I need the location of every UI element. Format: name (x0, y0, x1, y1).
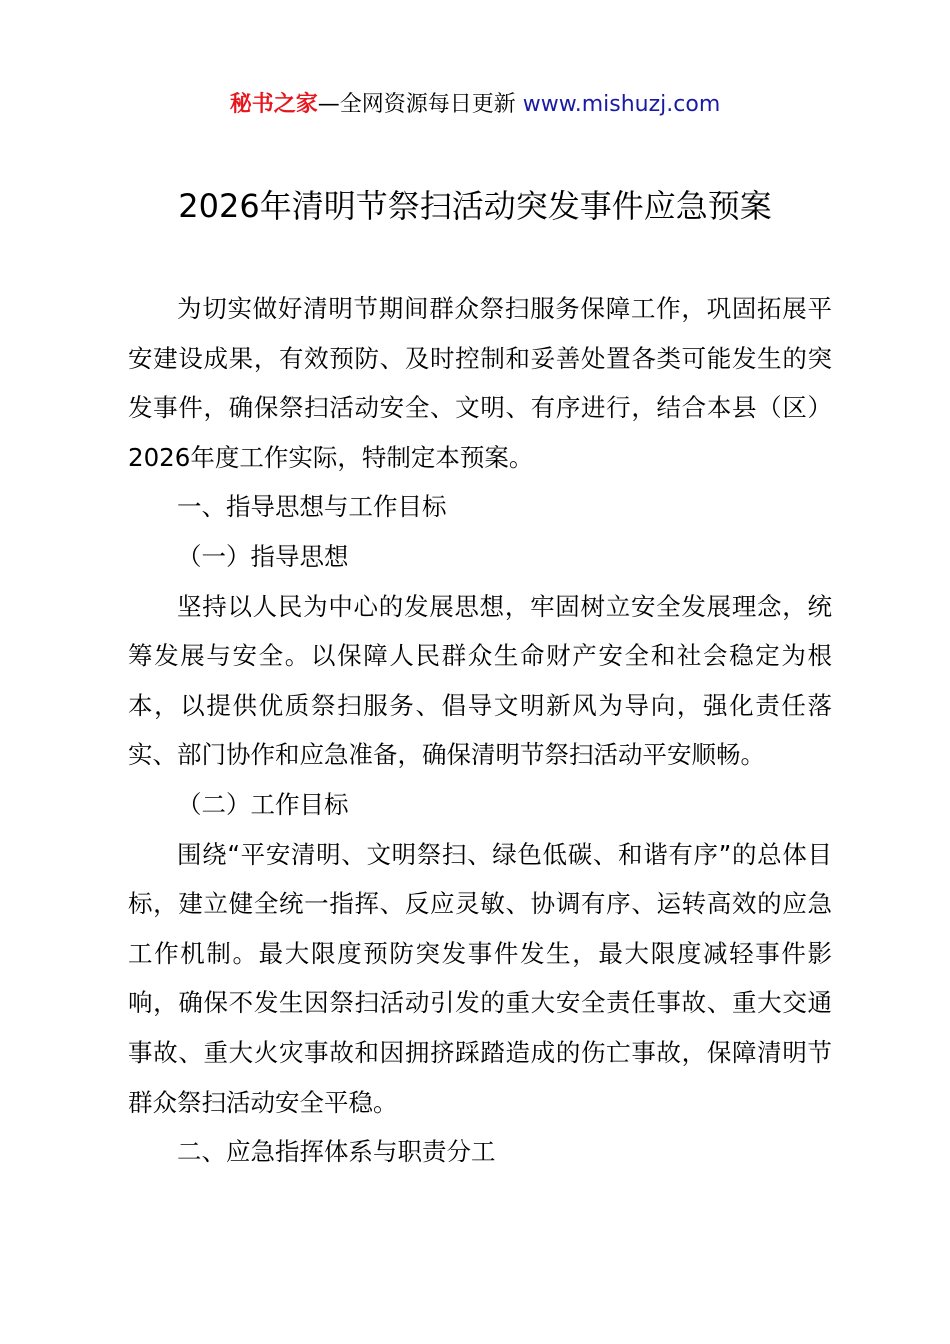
work-goals-paragraph: 围绕“平安清明、文明祭扫、绿色低碳、和谐有序”的总体目标，建立健全统一指挥、反应灵敏、协调有序、运转高效的应急工作机制。最大限度预防突发事件发生，最大限度减轻事件影响，确保不发生因祭扫活动引发的重大安全责任事故、重大交通事故、重大火灾事故和因拥挤踩踏造成的伤亡事故，保障清明节群众祭扫活动安全平稳。 (128, 839, 832, 1117)
guiding-ideology-paragraph: 坚持以人民为中心的发展思想，牢固树立安全发展理念，统筹发展与安全。以保障人民群众生命财产安全和社会稳定为根本，以提供优质祭扫服务、倡导文明新风为导向，强化责任落实、部门协作和应急准备，确保清明节祭扫活动平安顺畅。 (128, 591, 832, 770)
document-title: 2026年清明节祭扫活动突发事件应急预案 (178, 187, 772, 225)
subsection-heading-1-2: （二）工作目标 (177, 789, 349, 819)
site-brand: 秘书之家 (229, 92, 318, 117)
site-header (0, 88, 950, 122)
site-url-link[interactable]: www.mishuzj.com (522, 92, 721, 117)
section-heading-2: 二、应急指挥体系与职责分工 (177, 1137, 496, 1167)
site-tagline: —全网资源每日更新 (317, 92, 523, 117)
document-body (128, 284, 832, 1177)
intro-paragraph: 为切实做好清明节期间群众祭扫服务保障工作，巩固拓展平安建设成果，有效预防、及时控制和妥善处置各类可能发生的突发事件，确保祭扫活动安全、文明、有序进行，结合本县（区）2026年度工作实际，特制定本预案。 (128, 294, 832, 472)
section-heading-1: 一、指导思想与工作目标 (177, 492, 447, 522)
subsection-heading-1-1: （一）指导思想 (177, 541, 349, 571)
